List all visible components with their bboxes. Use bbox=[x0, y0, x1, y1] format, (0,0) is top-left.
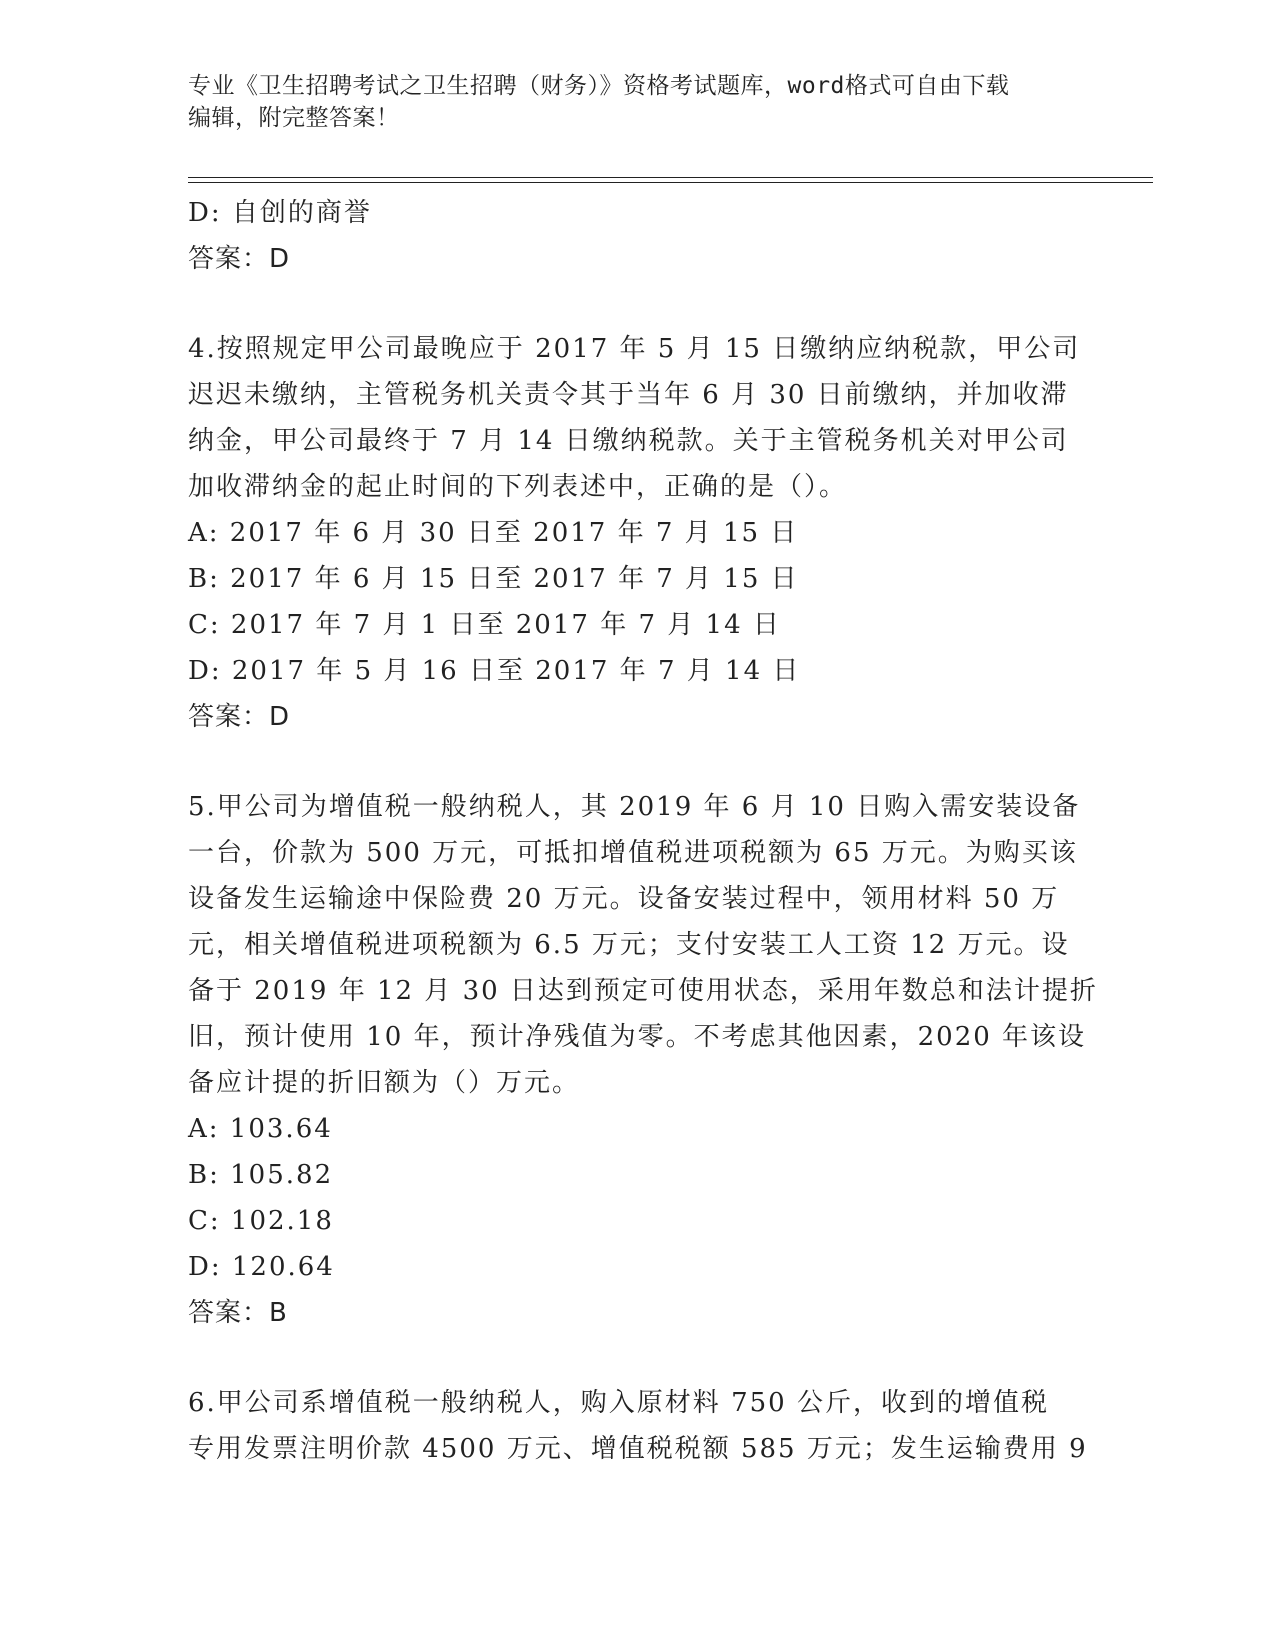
question-4 bbox=[188, 326, 1088, 740]
q6-stem-line: 专用发票注明价款 4500 万元、增值税税额 585 万元；发生运输费用 9 bbox=[188, 1434, 1088, 1464]
q6-stem bbox=[188, 1380, 1088, 1472]
q5-stem-line: 备应计提的折旧额为（）万元。 bbox=[188, 1068, 581, 1098]
question-content bbox=[188, 190, 1098, 1472]
header-rule-bottom bbox=[188, 182, 1153, 183]
question-3 bbox=[188, 190, 1088, 282]
q4-answer: 答案：D bbox=[188, 702, 291, 732]
q4-option-c: C: 2017 年 7 月 1 日至 2017 年 7 月 14 日 bbox=[188, 610, 781, 640]
q4-stem-line: 4.按照规定甲公司最晚应于 2017 年 5 月 15 日缴纳应纳税款，甲公司 bbox=[188, 334, 1081, 364]
q5-option-a: A: 103.64 bbox=[188, 1114, 333, 1144]
q6-stem-line: 6.甲公司系增值税一般纳税人，购入原材料 750 公斤，收到的增值税 bbox=[188, 1388, 1049, 1418]
q5-answer: 答案：B bbox=[188, 1298, 288, 1328]
q5-option-b: B: 105.82 bbox=[188, 1160, 334, 1190]
document-header bbox=[188, 70, 1088, 134]
header-line-1: 专业《卫生招聘考试之卫生招聘（财务）》资格考试题库，word格式可自由下载 bbox=[188, 73, 1010, 99]
spacer bbox=[188, 1336, 1088, 1380]
q3-option-d: D: 自创的商誉 bbox=[188, 198, 372, 228]
q4-option-b: B: 2017 年 6 月 15 日至 2017 年 7 月 15 日 bbox=[188, 564, 799, 594]
q5-stem-line: 5.甲公司为增值税一般纳税人，其 2019 年 6 月 10 日购入需安装设备 bbox=[188, 792, 1081, 822]
question-5 bbox=[188, 784, 1098, 1336]
q4-stem bbox=[188, 326, 1088, 510]
q5-stem-line: 旧，预计使用 10 年，预计净残值为零。不考虑其他因素，2020 年该设 bbox=[188, 1022, 1087, 1052]
q5-stem-line: 备于 2019 年 12 月 30 日达到预定可使用状态，采用年数总和法计提折 bbox=[188, 976, 1098, 1006]
q5-option-d: D: 120.64 bbox=[188, 1252, 335, 1282]
header-line-2: 编辑，附完整答案！ bbox=[188, 105, 400, 131]
q4-stem-line: 加收滞纳金的起止时间的下列表述中，正确的是（）。 bbox=[188, 472, 848, 502]
header-rule-top bbox=[188, 177, 1153, 178]
q4-option-a: A: 2017 年 6 月 30 日至 2017 年 7 月 15 日 bbox=[188, 518, 799, 548]
question-6 bbox=[188, 1380, 1088, 1472]
q5-stem-line: 设备发生运输途中保险费 20 万元。设备安装过程中，领用材料 50 万 bbox=[188, 884, 1060, 914]
q5-option-c: C: 102.18 bbox=[188, 1206, 334, 1236]
q5-stem-line: 一台，价款为 500 万元，可抵扣增值税进项税额为 65 万元。为购买该 bbox=[188, 838, 1078, 868]
q5-stem bbox=[188, 784, 1098, 1106]
q3-answer: 答案：D bbox=[188, 244, 291, 274]
spacer bbox=[188, 282, 1088, 326]
q5-stem-line: 元，相关增值税进项税额为 6.5 万元；支付安装工人工资 12 万元。设 bbox=[188, 930, 1070, 960]
q4-option-d: D: 2017 年 5 月 16 日至 2017 年 7 月 14 日 bbox=[188, 656, 801, 686]
q4-stem-line: 纳金，甲公司最终于 7 月 14 日缴纳税款。关于主管税务机关对甲公司 bbox=[188, 426, 1069, 456]
spacer bbox=[188, 740, 1088, 784]
q4-stem-line: 迟迟未缴纳，主管税务机关责令其于当年 6 月 30 日前缴纳，并加收滞 bbox=[188, 380, 1069, 410]
